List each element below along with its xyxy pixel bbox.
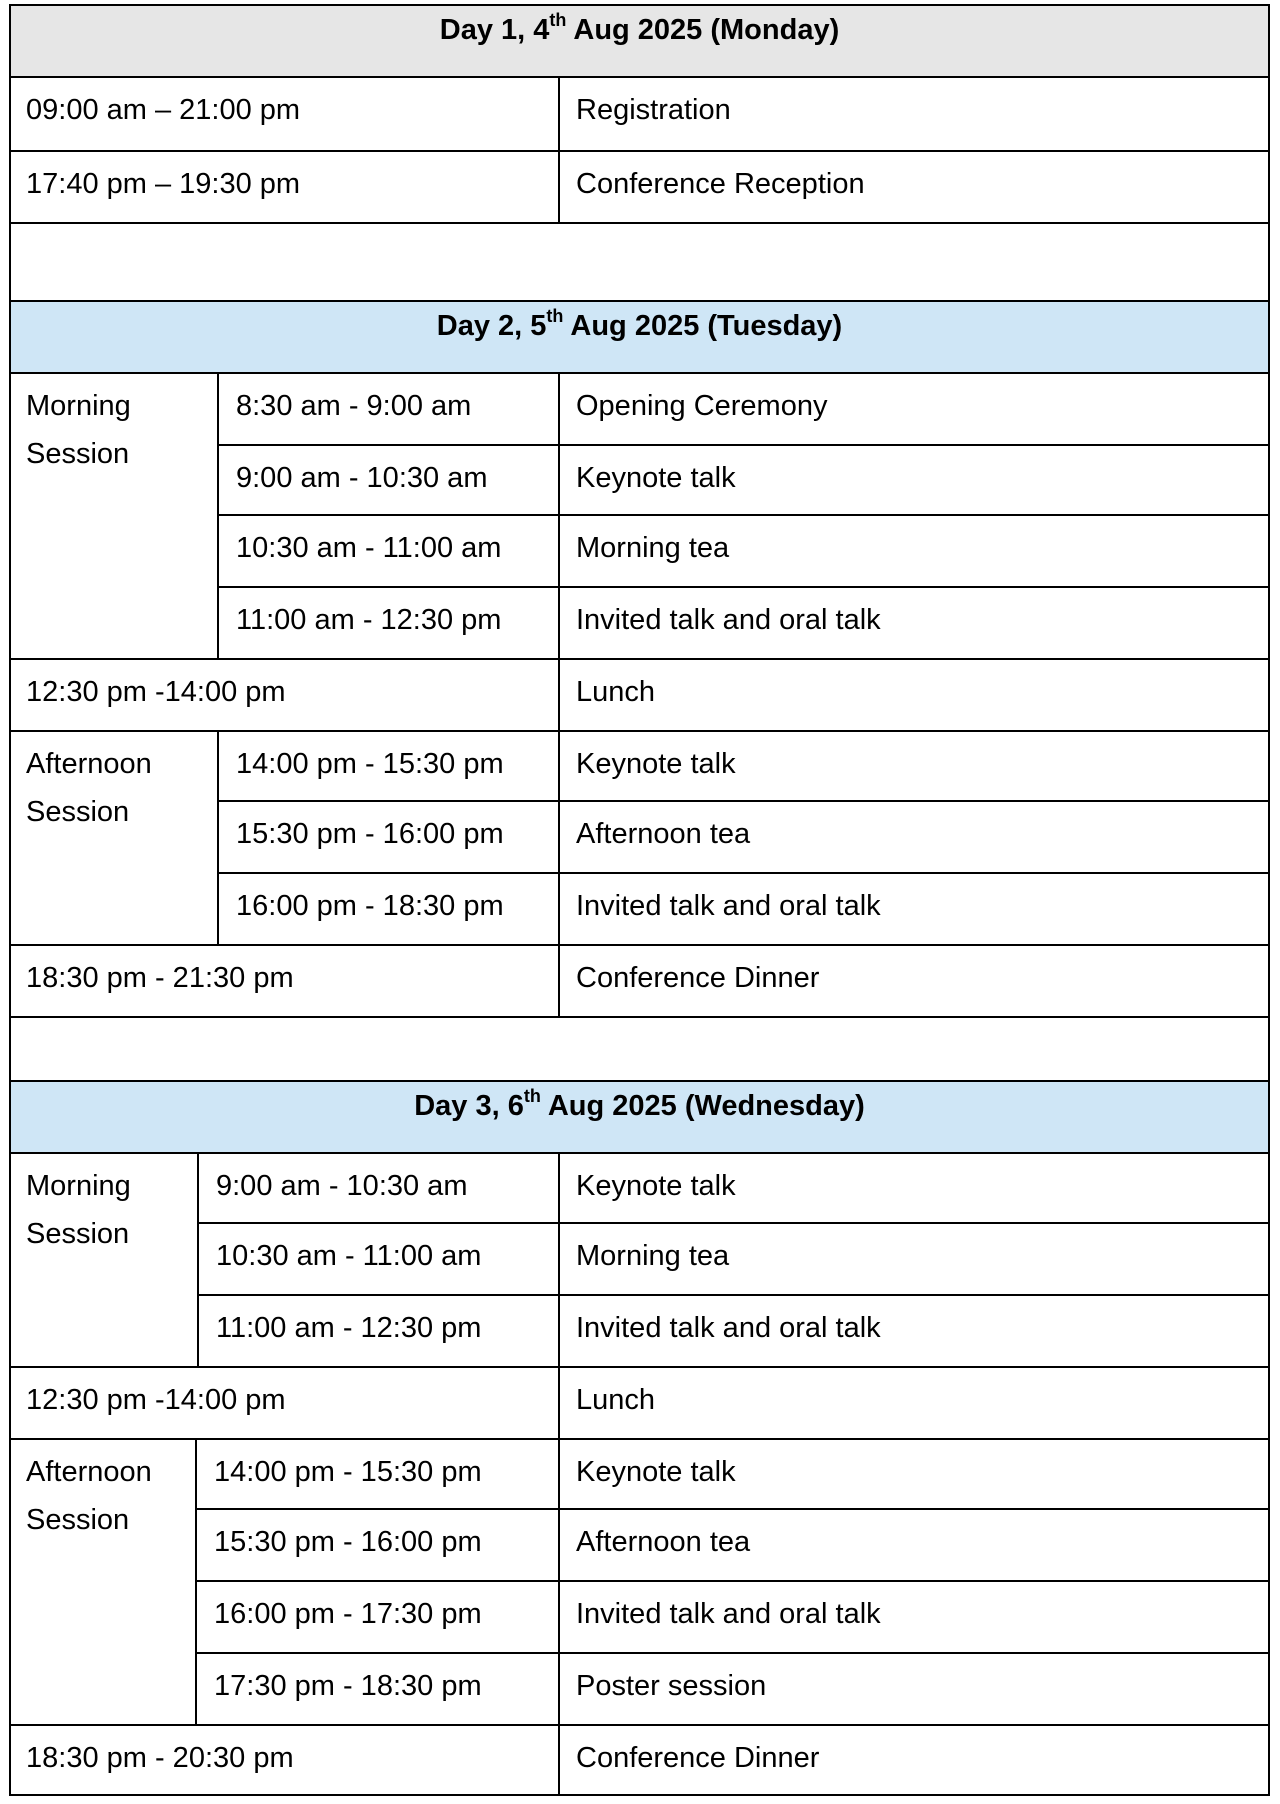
day2-dinner-time: 18:30 pm - 21:30 pm [26,962,294,994]
day3-morning-slot-event: Invited talk and oral talk [576,1312,881,1344]
column-divider [558,76,560,222]
row-divider [9,1438,1270,1440]
day3-afternoon-label: Afternoon Session [26,1456,152,1536]
row-divider [9,1366,1270,1368]
day2-morning-slot-event: Keynote talk [576,462,736,494]
day1-registration-time: 09:00 am – 21:00 pm [26,94,301,126]
day2-morning-slot-event: Opening Ceremony [576,390,828,422]
day3-dinner-event: Conference Dinner [576,1742,820,1774]
day3-morning-slot-time: 9:00 am - 10:30 am [216,1170,468,1202]
day2-afternoon-slot-time: 15:30 pm - 16:00 pm [236,818,504,850]
row-divider [9,1080,1270,1082]
day1-registration-event: Registration [576,94,731,126]
row-divider [9,222,1270,224]
day3-lunch-event: Lunch [576,1384,656,1416]
day2-header: Day 2, 5th Aug 2025 (Tuesday) [436,306,843,342]
row-divider [217,800,1270,802]
row-divider [217,872,1270,874]
day3-dinner-time: 18:30 pm - 20:30 pm [26,1742,294,1774]
table-border [9,4,1270,6]
column-divider [197,1152,199,1366]
day3-morning-slot-time: 11:00 am - 12:30 pm [216,1312,482,1344]
day3-afternoon-slot-event: Poster session [576,1670,767,1702]
day2-morning-slot-event: Invited talk and oral talk [576,604,881,636]
row-divider [9,1016,1270,1018]
day2-afternoon-slot-time: 16:00 pm - 18:30 pm [236,890,504,922]
table-border [9,1794,1270,1796]
row-divider [195,1580,1270,1582]
day3-morning-slot-event: Keynote talk [576,1170,736,1202]
column-divider [217,730,219,944]
day3-morning-slot-time: 10:30 am - 11:00 am [216,1240,482,1272]
column-divider [195,1438,197,1724]
day3-morning-label: Morning Session [26,1170,131,1250]
row-divider [217,586,1270,588]
day3-morning-slot-event: Morning tea [576,1240,730,1272]
schedule-table [9,4,1270,1796]
column-divider [558,372,560,1016]
table-border [9,4,11,1796]
column-divider [558,1152,560,1796]
day3-lunch-time: 12:30 pm -14:00 pm [26,1384,286,1416]
day3-afternoon-slot-time: 14:00 pm - 15:30 pm [214,1456,482,1488]
row-divider [9,1724,1270,1726]
day2-morning-slot-event: Morning tea [576,532,730,564]
row-divider [9,150,1270,152]
day3-afternoon-slot-event: Afternoon tea [576,1526,751,1558]
table-border [1268,4,1270,1796]
day1-reception-event: Conference Reception [576,168,865,200]
row-divider [217,514,1270,516]
day3-afternoon-slot-time: 17:30 pm - 18:30 pm [214,1670,482,1702]
row-divider [9,730,1270,732]
day3-afternoon-slot-time: 15:30 pm - 16:00 pm [214,1526,482,1558]
day3-afternoon-slot-event: Invited talk and oral talk [576,1598,881,1630]
day2-morning-slot-time: 9:00 am - 10:30 am [236,462,488,494]
day2-morning-slot-time: 8:30 am - 9:00 am [236,390,472,422]
day2-lunch-time: 12:30 pm -14:00 pm [26,676,286,708]
day3-afternoon-slot-event: Keynote talk [576,1456,736,1488]
day2-morning-label: Morning Session [26,390,131,470]
row-divider [197,1294,1270,1296]
row-divider [9,658,1270,660]
row-divider [197,1222,1270,1224]
day2-afternoon-slot-event: Afternoon tea [576,818,751,850]
row-divider [9,944,1270,946]
day2-afternoon-slot-event: Keynote talk [576,748,736,780]
row-divider [9,300,1270,302]
day1-header: Day 1, 4th Aug 2025 (Monday) [439,10,840,46]
row-divider [217,444,1270,446]
day3-afternoon-slot-time: 16:00 pm - 17:30 pm [214,1598,482,1630]
row-divider [195,1652,1270,1654]
row-divider [9,76,1270,78]
day2-morning-slot-time: 10:30 am - 11:00 am [236,532,502,564]
day2-afternoon-slot-time: 14:00 pm - 15:30 pm [236,748,504,780]
day2-afternoon-slot-event: Invited talk and oral talk [576,890,881,922]
day3-header: Day 3, 6th Aug 2025 (Wednesday) [414,1086,865,1122]
day2-afternoon-label: Afternoon Session [26,748,152,828]
day2-lunch-event: Lunch [576,676,656,708]
day2-dinner-event: Conference Dinner [576,962,820,994]
row-divider [195,1508,1270,1510]
column-divider [217,372,219,658]
row-divider [9,372,1270,374]
day1-reception-time: 17:40 pm – 19:30 pm [26,168,301,200]
day2-morning-slot-time: 11:00 am - 12:30 pm [236,604,502,636]
